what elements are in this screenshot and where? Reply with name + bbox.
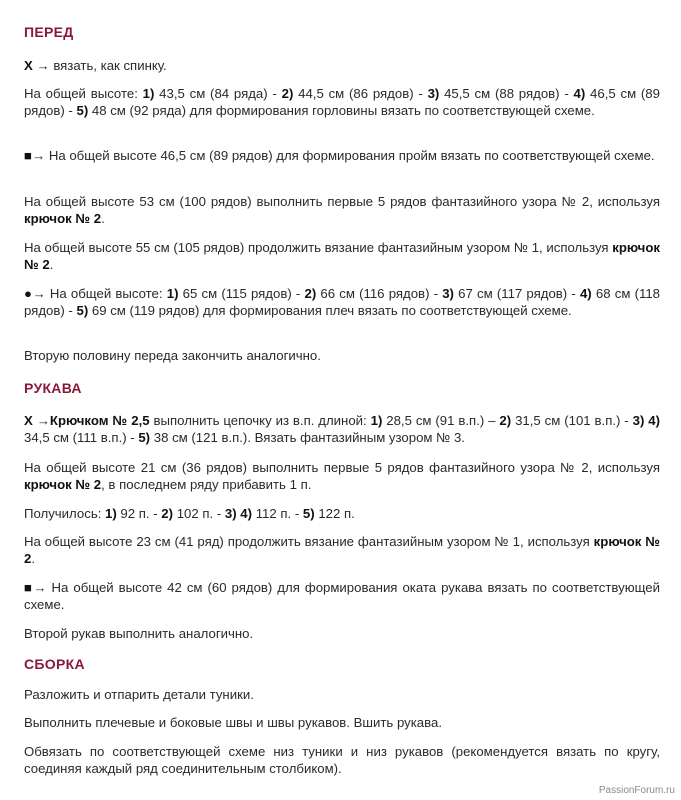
front-paragraph-1: X → вязать, как спинку. [24, 58, 167, 73]
front-paragraph-7: Вторую половину переда закончить аналогично. [24, 348, 321, 363]
assembly-paragraph-3: Обвязать по соответствующей схеме низ туники и низ рукавов (рекомендуется вязать по кругу, соединяя каждый ряд соединительным столбиком). [24, 744, 660, 776]
arrow-icon: → [33, 580, 52, 595]
sleeves-paragraph-6: Второй рукав выполнить аналогично. [24, 626, 254, 641]
arrow-icon: → [32, 286, 50, 301]
sleeves-paragraph-1: X →Крючком № 2,5 выполнить цепочку из в.п. длиной: 1) 28,5 см (91 в.п.) – 2) 31,5 см (101 в.п.) - 3) 4) 34,5 см (111 в.п.) - 5) 38 см (121 в.п.). Вязать фантазийным узором № 3. [24, 413, 661, 445]
x-symbol-icon: X [24, 58, 33, 73]
arrow-icon: → [32, 58, 54, 73]
sleeves-paragraph-5: ■→ На общей высоте 42 см (60 рядов) для формирования оката рукава вязать по соответствующей схеме. [24, 580, 661, 612]
assembly-paragraph-2: Выполнить плечевые и боковые швы и швы рукавов. Вшить рукава. [24, 715, 442, 730]
section-title-front: ПЕРЕД [24, 24, 74, 40]
dot-symbol-icon: ● [24, 286, 33, 301]
square-symbol-icon: ■ [24, 148, 32, 163]
section-title-assembly: СБОРКА [24, 656, 85, 672]
x-symbol-icon: X [24, 413, 33, 428]
section-title-sleeves: РУКАВА [24, 380, 82, 396]
front-paragraph-4: На общей высоте 53 см (100 рядов) выполнить первые 5 рядов фантазийного узора № 2, используя крючок № 2. [24, 194, 660, 226]
arrow-icon: → [31, 148, 49, 163]
sleeves-paragraph-2: На общей высоте 21 см (36 рядов) выполнить первые 5 рядов фантазийного узора № 2, используя крючок № 2, в последнем ряду прибавить 1 п. [24, 460, 660, 492]
sleeves-paragraph-4: На общей высоте 23 см (41 ряд) продолжить вязание фантазийным узором № 1, используя крючок № 2. [24, 534, 660, 566]
front-paragraph-6: ●→ На общей высоте: 1) 65 см (115 рядов) - 2) 66 см (116 рядов) - 3) 67 см (117 рядов) - 4) 68 см (118 рядов) - 5) 69 см (119 рядов) для формирования плеч вязать по соответствующей схеме. [24, 286, 660, 318]
sleeves-paragraph-3: Получилось: 1) 92 п. - 2) 102 п. - 3) 4) 112 п. - 5) 122 п. [24, 506, 355, 521]
front-paragraph-3: ■→ На общей высоте 46,5 см (89 рядов) для формирования пройм вязать по соответствующей схеме. [24, 148, 655, 163]
arrow-icon: → [32, 413, 50, 428]
square-symbol-icon: ■ [24, 580, 34, 595]
assembly-paragraph-1: Разложить и отпарить детали туники. [24, 687, 254, 702]
front-paragraph-2: На общей высоте: 1) 43,5 см (84 ряда) - 2) 44,5 см (86 рядов) - 3) 45,5 см (88 рядов) - 4) 46,5 см (89 рядов) - 5) 48 см (92 ряда) для формирования горловины вязать по соответствующей схеме. [24, 86, 660, 118]
front-paragraph-5: На общей высоте 55 см (105 рядов) продолжить вязание фантазийным узором № 1, используя крючок № 2. [24, 240, 660, 272]
watermark: PassionForum.ru [598, 785, 675, 796]
